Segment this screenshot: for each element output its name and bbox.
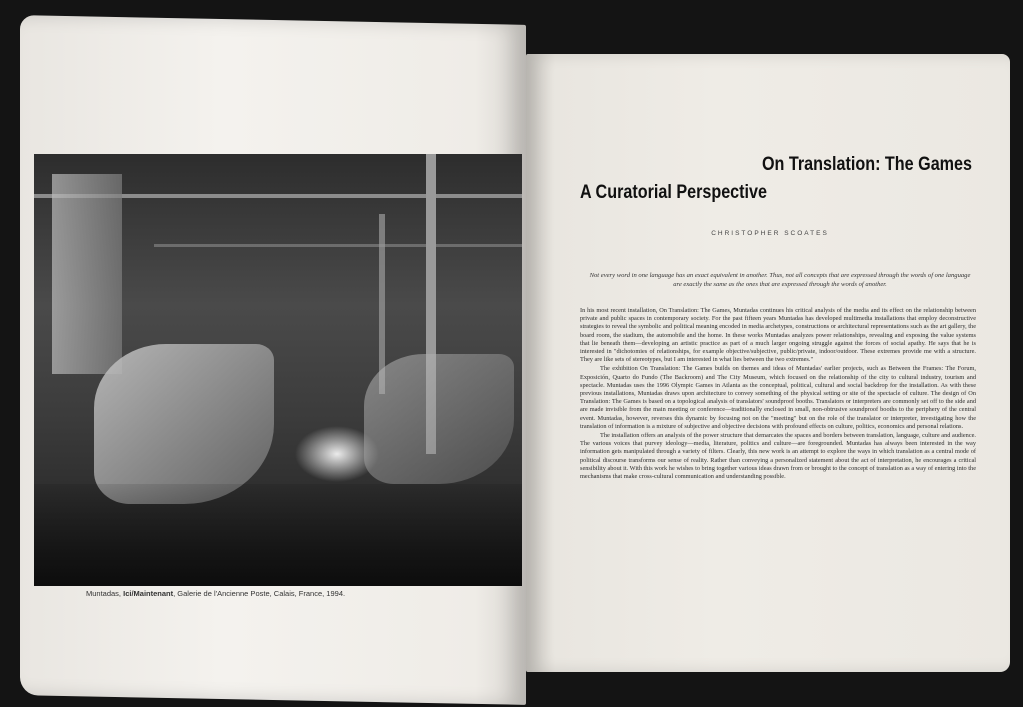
photo-caption bbox=[86, 589, 506, 598]
caption-details: , Galerie de l'Ancienne Poste, Calais, France, 1994. bbox=[173, 589, 346, 598]
caption-artist: Muntadas, bbox=[86, 589, 124, 598]
draped-booth bbox=[94, 344, 274, 504]
installation-photo bbox=[34, 154, 522, 586]
body-paragraph: The exhibition On Translation: The Games builds on themes and ideas of Muntadas' earlier projects, such as Between the Frames: The Forum, Exposición, Quarto do Fundo (The Backroom) and The City Museum, which focused on the relationship of the city to cultural industry, tourism and spectacle. Muntadas uses the 1996 Olympic Games in Atlanta as the conceptual, political, cultural and social backdrop for the installation. As with these previous installations, Muntadas draws upon architecture to convey something of the physical setting or site of the spectacle of culture. The design of On Translation: The Games is based on a topological analysis of translators' soundproof booths. Translators or interpreters are commonly set off to the side and are made invisible from the main meeting or conference—traditionally enclosed in small, non-obtrusive soundproof booths to the periphery of the central event. Muntadas, however, reverses this dynamic by focusing not on the "meeting" but on the role of the translator or interpreter, investigating how the translation of information is a mixture of subjective and objective decisions with profound effects on culture, politics, economics and personal relations. bbox=[580, 365, 976, 430]
caption-work-title: Ici/Maintenant bbox=[123, 589, 174, 598]
article-title-line1: On Translation: The Games bbox=[761, 154, 972, 175]
author-name: CHRISTOPHER SCOATES bbox=[711, 230, 829, 237]
article-body bbox=[580, 307, 976, 481]
epigraph: Not every word in one language has an exact equivalent in another. Thus, not all concepts that are expressed through the words of one language are exactly the same as the ones that are expressed through the words of another. bbox=[589, 272, 971, 288]
ceiling-beam bbox=[154, 244, 522, 247]
body-paragraph: The installation offers an analysis of the power structure that demarcates the spaces and borders between translation, language, culture and audience. The various voices that purvey ideology—media, literature, politics and culture—are foregrounded. Muntadas has always been interested in the way information gets manipulated through a variety of filters. Clearly, this new work is an attempt to explore the ways in which translation as a central mode of political discourse transforms our sense of reality. Rather than conveying a personalized statement about the act of interpretation, he encourages a critical sensibility about it. With this work he wishes to bring together various ideas drawn from or brought to the concept of translation as a way of entering into the mechanisms that make cross-cultural communication and understanding possible. bbox=[580, 432, 976, 481]
body-paragraph: In his most recent installation, On Translation: The Games, Muntadas continues his critical analysis of the media and its effect on the relationship between private and public spaces in contemporary society. For the past fifteen years Muntadas has developed multimedia installations that employ deconstructive strategies to reveal the symbolic and political meaning encoded in media archetypes, constructions or architectural representations such as the art gallery, the board room, the stadium, the automobile and the home. In these works Muntadas analyzes power relationships, revealing and exposing the value systems that lie beneath them—developing an artistic practice as part of a much larger ongoing struggle against the forces of social apathy. He says that he is interested in "dichotomies of relationships, for example objective/subjective, public/private, indoor/outdoor. These extremes provide me with a structure. They are like sets of stereotypes, but I am interested in what lies between the two extremes." bbox=[580, 307, 976, 364]
draped-booth bbox=[364, 354, 514, 484]
article-title-line2: A Curatorial Perspective bbox=[580, 182, 767, 203]
floor bbox=[34, 484, 522, 586]
booth-panel bbox=[52, 174, 122, 374]
